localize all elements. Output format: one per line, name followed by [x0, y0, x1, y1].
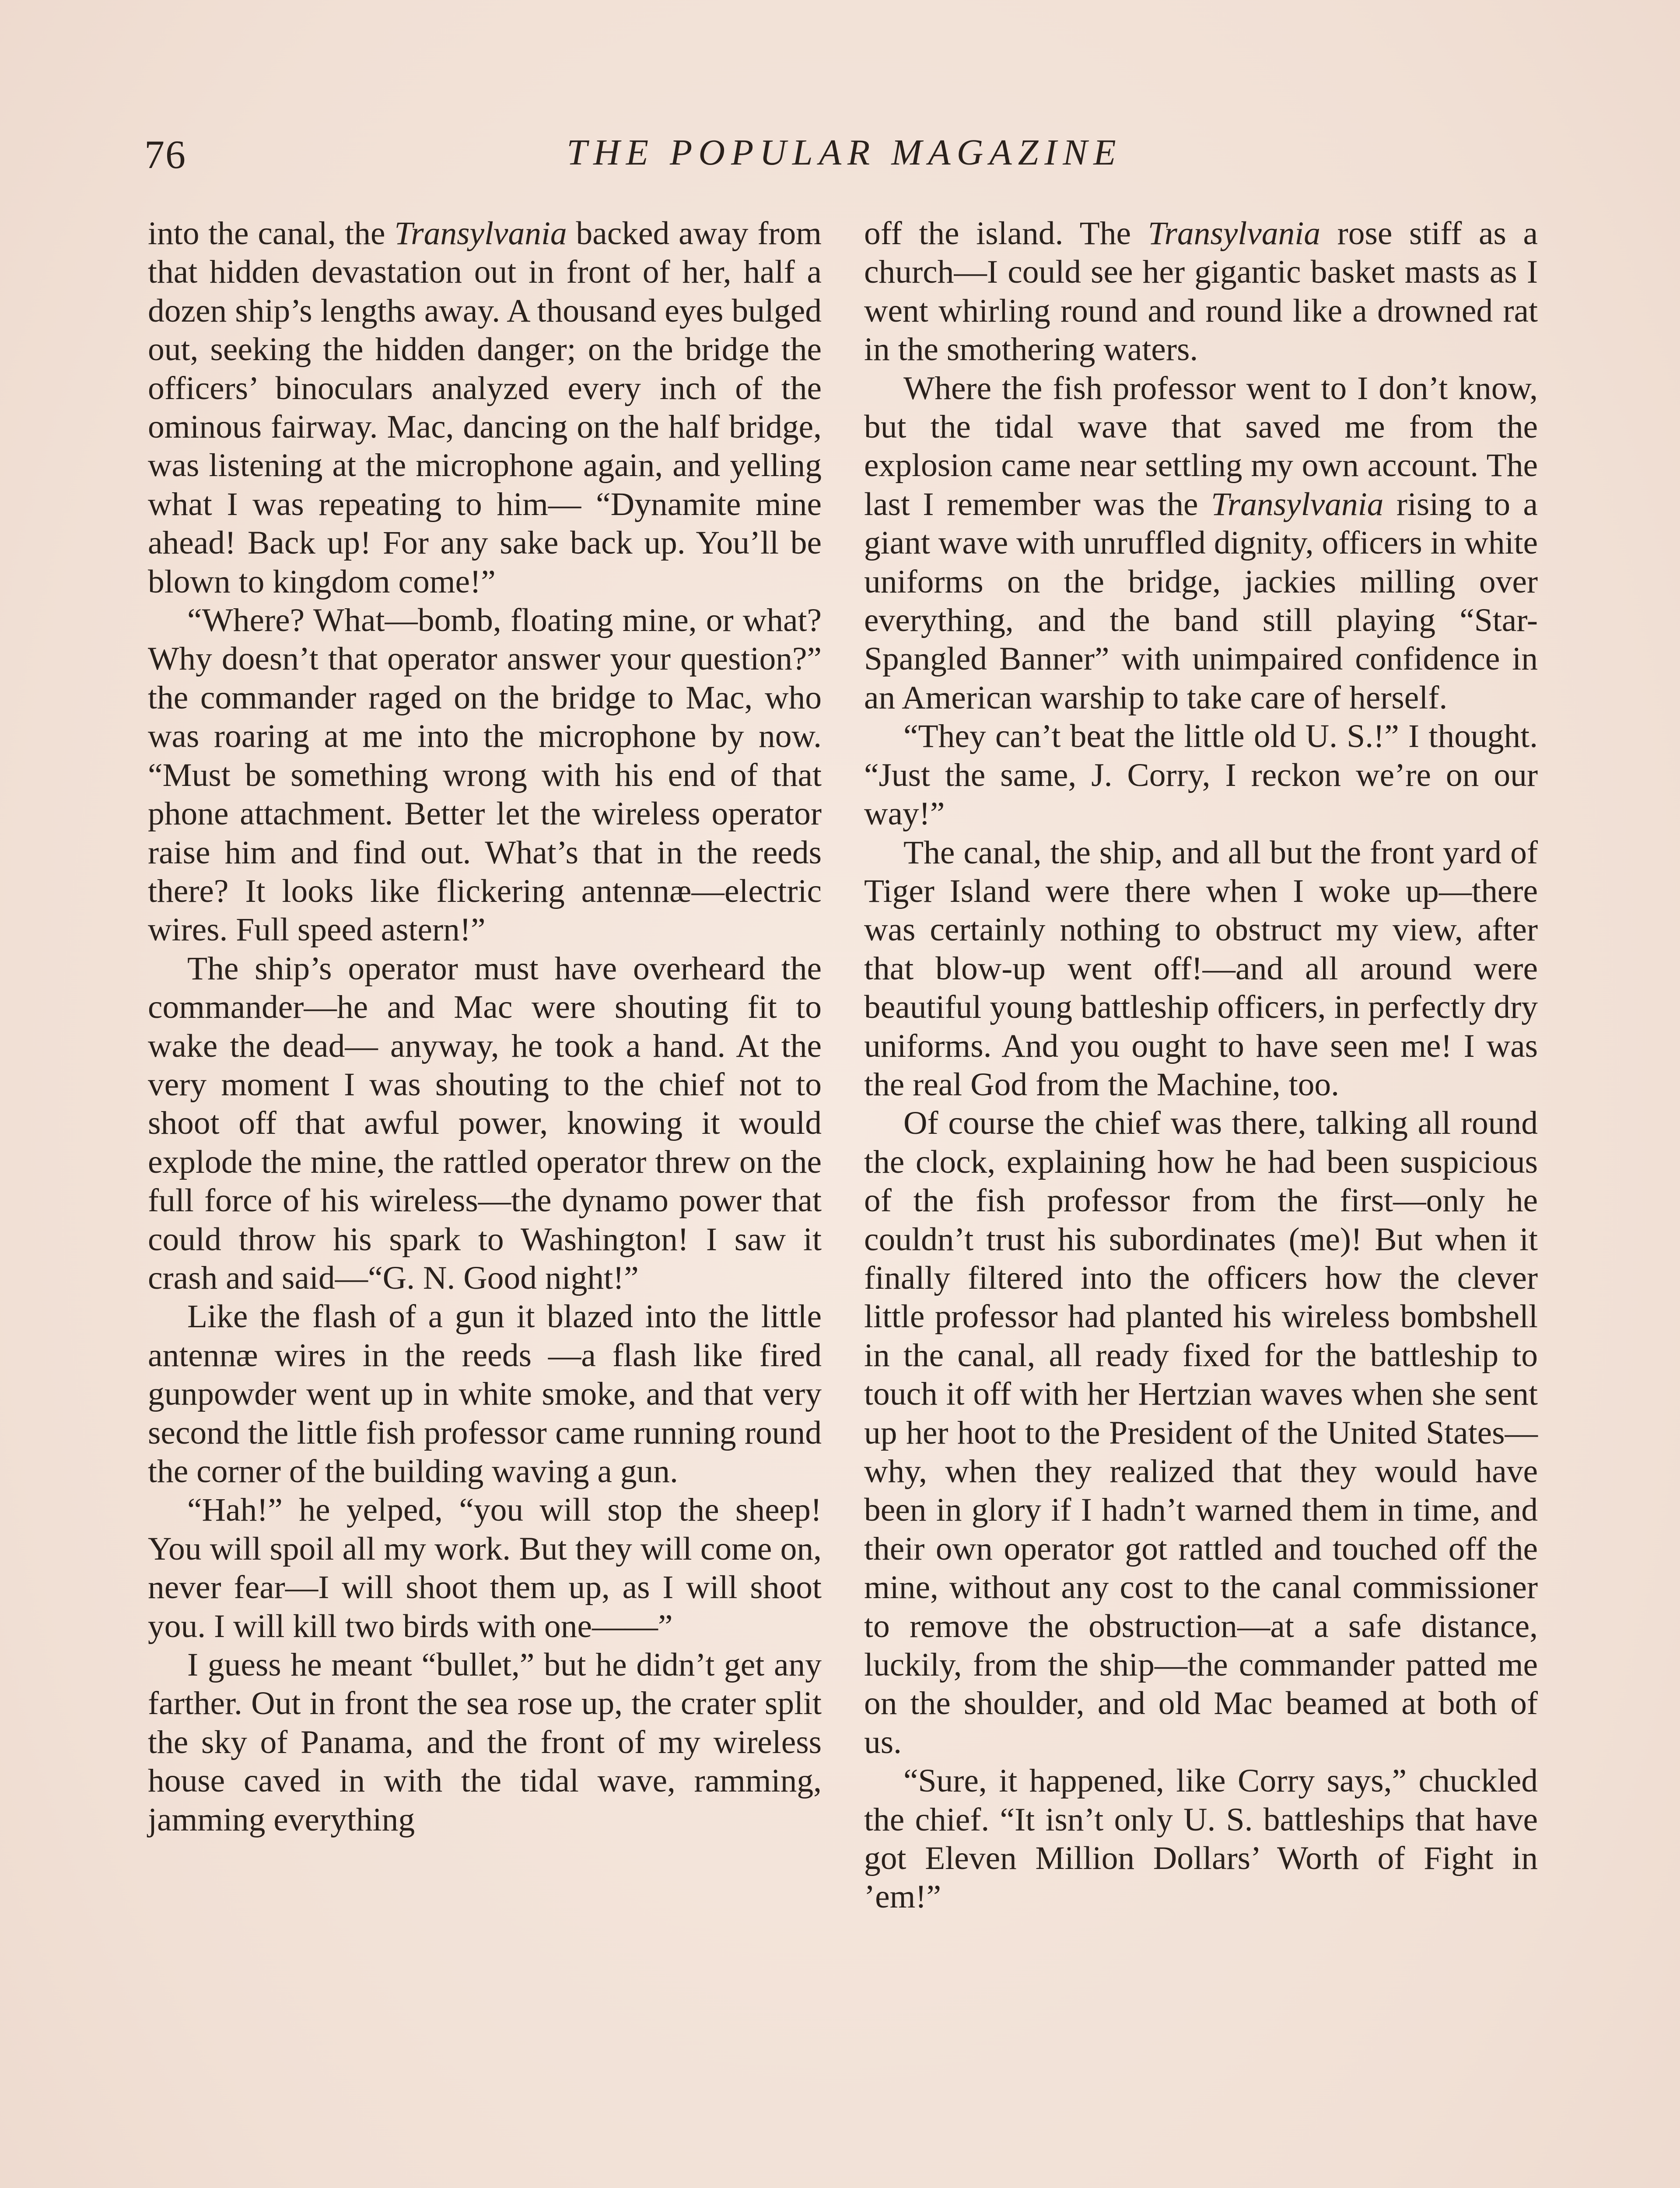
paragraph: into the canal, the Transylvania backed away from that hidden devastation out in front of her, half a dozen ship’s lengths away. A thousand eyes bulged out, seeking the hidden danger; on the bridge the officers’ binoculars analyzed every inch of the ominous fairway. Mac, dancing on the half bridge, was listening at the microphone again, and yelling what I was repeating to him— “Dynamite mine ahead! Back up! For any sake back up. You’ll be blown to kingdom come!” [148, 215, 822, 600]
paragraph: “They can’t beat the little old U. S.!” I thought. “Just the same, J. Corry, I reckon we’re on our way!” [864, 718, 1538, 832]
paragraph: Like the flash of a gun it blazed into the little antennæ wires in the reeds —a flash like fired gunpowder went up in white smoke, and that very second the little fish professor came running round the corner of the building waving a gun. [148, 1298, 822, 1490]
ship-name: Transylvania [1211, 486, 1384, 522]
paragraph: The ship’s operator must have overheard the commander—he and Mac were shouting fit to wake the dead— anyway, he took a hand. At the very moment I was shouting to the chief not to shoot off that awful power, knowing it would explode the mine, the rattled operator threw on the full force of his wireless—the dynamo power that could throw his spark to Washington! I saw it crash and said—“G. N. Good night!” [148, 950, 822, 1296]
paragraph: I guess he meant “bullet,” but he didn’t get any farther. Out in front the sea rose up, the crater split the sky of Panama, and the front of my wireless house caved in with the tidal wave, ramming, jamming everything [148, 1647, 822, 1838]
ship-name: Transylvania [1148, 215, 1320, 252]
left-column [148, 214, 822, 1839]
paragraph: Where the fish professor went to I don’t know, but the tidal wave that saved me from the explosion came near settling my own account. The last I remember was the Transylvania rising to a giant wave with unruffled dignity, officers in white uniforms on the bridge, jackies milling over everything, and the band still playing “Star-Spangled Banner” with unimpaired confidence in an American warship to take care of herself. [864, 370, 1538, 716]
paragraph: “Hah!” he yelped, “you will stop the sheep! You will spoil all my work. But they will come on, never fear—I will shoot them up, as I will shoot you. I will kill two birds with one——” [148, 1492, 822, 1645]
paragraph: “Sure, it happened, like Corry says,” chuckled the chief. “It isn’t only U. S. battleships that have got Eleven Million Dollars’ Worth of Fight in ’em!” [864, 1763, 1538, 1915]
page-header [144, 131, 1544, 184]
paragraph: “Where? What—bomb, floating mine, or what? Why doesn’t that operator answer your question?” the commander raged on the bridge to Mac, who was roaring at me into the microphone by now. “Must be something wrong with his end of that phone attachment. Better let the wireless operator raise him and find out. What’s that in the reeds there? It looks like flickering antennæ—electric wires. Full speed astern!” [148, 602, 822, 948]
right-column [864, 214, 1538, 1917]
paragraph: The canal, the ship, and all but the front yard of Tiger Island were there when I woke up—there was certainly nothing to obstruct my view, after that blow-up went off!—and all around were beautiful young battleship officers, in perfectly dry uniforms. And you ought to have seen me! I was the real God from the Machine, too. [864, 834, 1538, 1103]
running-title: THE POPULAR MAGAZINE [567, 132, 1122, 173]
ship-name: Transylvania [394, 215, 567, 252]
paragraph: off the island. The Transylvania rose stiff as a church—I could see her gigantic basket masts as I went whirling round and round like a drowned rat in the smothering waters. [864, 215, 1538, 368]
page-number: 76 [144, 132, 186, 177]
paragraph: Of course the chief was there, talking all round the clock, explaining how he had been suspicious of the fish professor from the first—only he couldn’t trust his subordinates (me)! But when it finally filtered into the officers how the clever little professor had planted his wireless bombshell in the canal, all ready fixed for the battleship to touch it off with her Hertzian waves when she sent up her hoot to the President of the United States—why, when they realized that they would have been in glory if I hadn’t warned them in time, and their own operator got rattled and touched off the mine, without any cost to the canal commissioner to remove the obstruction—at a safe distance, luckily, from the ship—the commander patted me on the shoulder, and old Mac beamed at both of us. [864, 1105, 1538, 1760]
